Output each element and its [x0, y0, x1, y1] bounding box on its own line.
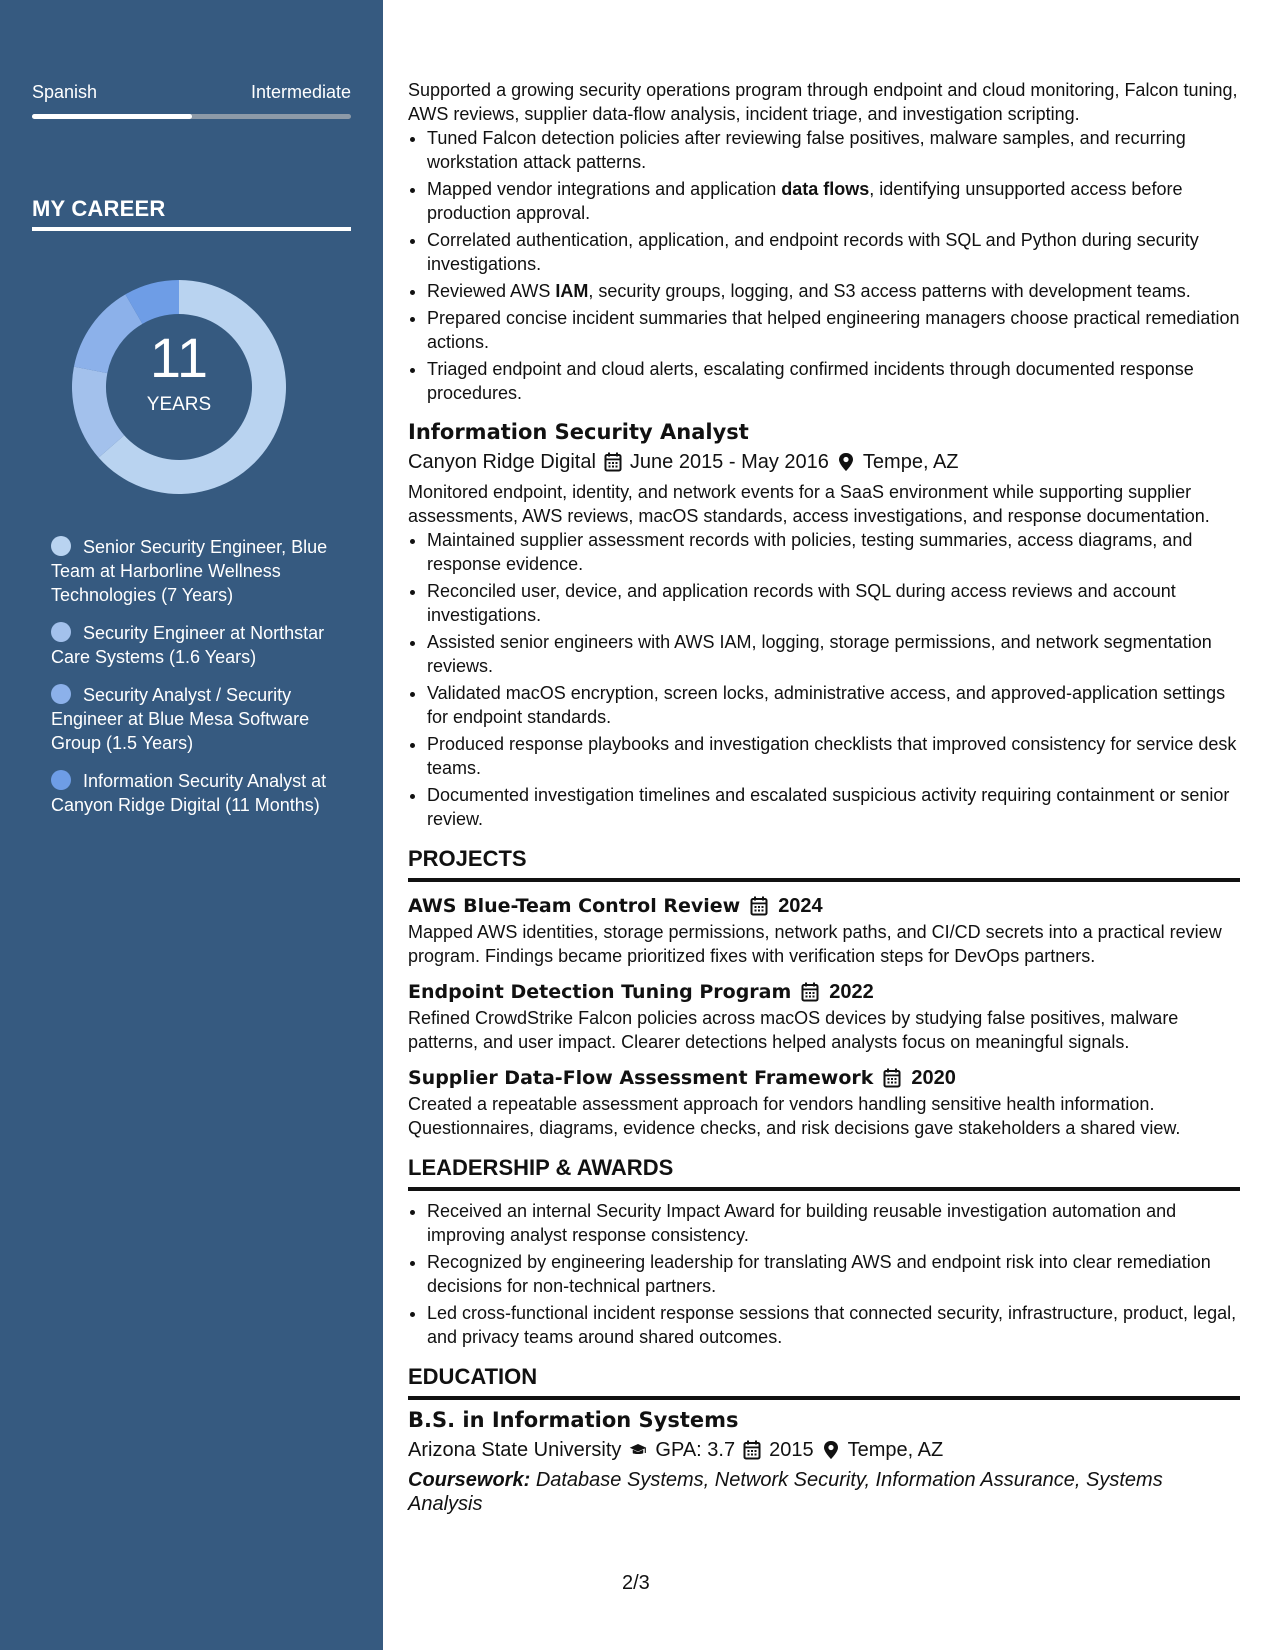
- graduation-cap-icon: [629, 1440, 647, 1460]
- career-legend-item: [51, 683, 336, 755]
- career-legend-item: [51, 769, 336, 817]
- bold-term: data flows: [781, 179, 870, 199]
- project-title: AWS Blue-Team Control Review: [408, 895, 741, 917]
- project-title-row: [408, 892, 1240, 920]
- language-name: Spanish: [32, 82, 98, 102]
- job-summary: Monitored endpoint, identity, and network events for a SaaS environment while supporting supplier assessments, AWS reviews, macOS standards, access investigations, and response documentation.: [408, 482, 1210, 526]
- job-summary: Supported a growing security operations program through endpoint and cloud monitoring, Falcon tuning, AWS reviews, supplier data-flow analysis, incident triage, and investigation scripting.: [408, 80, 1238, 124]
- page-number: 2/3: [622, 1572, 650, 1594]
- project-title-row: [408, 1064, 1240, 1092]
- calendar-icon: [750, 896, 768, 916]
- job-bullet: • Produced response playbooks and investigation checklists that improved consistency for service desk teams.: [427, 732, 1240, 780]
- company-name: Canyon Ridge Digital: [408, 451, 596, 473]
- career-legend: [51, 535, 336, 831]
- gpa: GPA: 3.7: [655, 1439, 736, 1461]
- career-item-text: Senior Security Engineer, Blue Team at Harborline Wellness Technologies (7 Years): [51, 537, 328, 605]
- education-heading: EDUCATION: [408, 1363, 1240, 1400]
- job-location: Tempe, AZ: [862, 451, 959, 473]
- language-level-bar: [32, 114, 351, 119]
- job-bullet: • Tuned Falcon detection policies after reviewing false positives, malware samples, and recurring workstation attack patterns.: [427, 126, 1240, 174]
- degree-title: B.S. in Information Systems: [408, 1408, 739, 1432]
- job-bullet: • Correlated authentication, application, and endpoint records with SQL and Python during security investigations.: [427, 228, 1240, 276]
- project-title: Supplier Data-Flow Assessment Framework: [408, 1067, 874, 1089]
- project-description: Created a repeatable assessment approach for vendors handling sensitive health information. Questionnaires, diagrams, evidence checks, and risk decisions gave stakeholders a shared view.: [408, 1094, 1181, 1138]
- career-legend-item: [51, 621, 336, 669]
- location-pin-icon: [822, 1440, 840, 1460]
- career-item-text: Security Engineer at Northstar Care Systems (1.6 Years): [51, 623, 325, 667]
- job-bullet: • Documented investigation timelines and escalated suspicious activity requiring containment or senior review.: [427, 783, 1240, 831]
- job-bullet: • Mapped vendor integrations and application data flows, identifying unsupported access before production approval.: [427, 177, 1240, 225]
- calendar-icon: [801, 982, 819, 1002]
- career-heading-rule: [32, 227, 351, 231]
- language-level-fill: [32, 114, 192, 119]
- job-bullet: • Prepared concise incident summaries that helped engineering managers choose practical remediation actions.: [427, 306, 1240, 354]
- location-pin-icon: [837, 452, 855, 472]
- job-bullet: • Assisted senior engineers with AWS IAM, logging, storage permissions, and network segmentation reviews.: [427, 630, 1240, 678]
- job-bullet: • Validated macOS encryption, screen locks, administrative access, and approved-application settings for endpoint standards.: [427, 681, 1240, 729]
- coursework: [408, 1468, 1240, 1516]
- career-heading: MY CAREER: [32, 196, 166, 221]
- calendar-icon: [604, 452, 622, 472]
- career-legend-item: [51, 535, 336, 607]
- calendar-icon: [743, 1440, 761, 1460]
- project-title: Endpoint Detection Tuning Program: [408, 981, 792, 1003]
- legend-dot: [51, 684, 71, 704]
- job-bullet: • Reconciled user, device, and application records with SQL during access reviews and account investigations.: [427, 579, 1240, 627]
- sidebar: [0, 0, 383, 1650]
- main-content: [408, 78, 1240, 1516]
- school-name: Arizona State University: [408, 1439, 622, 1461]
- job-meta: [408, 448, 1240, 476]
- job-dates: June 2015 - May 2016: [629, 451, 829, 473]
- legend-dot: [51, 622, 71, 642]
- total-years-label: YEARS: [146, 394, 212, 415]
- project-description: Refined CrowdStrike Falcon policies across macOS devices by studying false positives, malware patterns, and user impact. Clearer detections helped analysts focus on meaningful signals.: [408, 1008, 1179, 1052]
- job-bullets: [408, 528, 1240, 831]
- leadership-item: • Led cross-functional incident response sessions that connected security, infrastructure, product, legal, and privacy teams around shared outcomes.: [427, 1301, 1240, 1349]
- job-bullet: • Triaged endpoint and cloud alerts, escalating confirmed incidents through documented response procedures.: [427, 357, 1240, 405]
- project-title-row: [408, 978, 1240, 1006]
- total-years-number: 11: [149, 326, 209, 389]
- education-meta: [408, 1436, 1240, 1464]
- job-bullets: [408, 126, 1240, 405]
- calendar-icon: [883, 1068, 901, 1088]
- job-bullet: • Maintained supplier assessment records with policies, testing summaries, access diagrams, and response evidence.: [427, 528, 1240, 576]
- coursework-label: Coursework:: [408, 1469, 531, 1491]
- graduation-year: 2015: [769, 1439, 814, 1461]
- job-title: Information Security Analyst: [408, 420, 749, 444]
- job-bullet: • Reviewed AWS IAM, security groups, logging, and S3 access patterns with development teams.: [427, 279, 1240, 303]
- project-year: 2020: [911, 1067, 956, 1089]
- leadership-item: • Recognized by engineering leadership for translating AWS and endpoint risk into clear remediation decisions for non-technical partners.: [427, 1250, 1240, 1298]
- project-description: Mapped AWS identities, storage permissions, network paths, and CI/CD secrets into a practical review program. Findings became prioritized fixes with verification steps for DevOps partners.: [408, 922, 1222, 966]
- legend-dot: [51, 770, 71, 790]
- project-year: 2024: [778, 895, 823, 917]
- leadership-item: • Received an internal Security Impact Award for building reusable investigation automation and improving analyst response consistency.: [427, 1199, 1240, 1247]
- career-donut-chart: [66, 274, 292, 500]
- project-year: 2022: [829, 981, 874, 1003]
- language-level: Intermediate: [250, 82, 351, 102]
- career-item-text: Information Security Analyst at Canyon Ridge Digital (11 Months): [51, 771, 327, 815]
- career-item-text: Security Analyst / Security Engineer at Blue Mesa Software Group (1.5 Years): [51, 685, 310, 753]
- leadership-heading: LEADERSHIP & AWARDS: [408, 1154, 1240, 1191]
- projects-heading: PROJECTS: [408, 845, 1240, 882]
- legend-dot: [51, 536, 71, 556]
- language-row: [32, 82, 351, 103]
- leadership-list: [408, 1199, 1240, 1349]
- donut-segment-2: [74, 294, 142, 373]
- bold-term: IAM: [555, 281, 589, 301]
- coursework-list: Database Systems, Network Security, Information Assurance, Systems Analysis: [408, 1469, 1163, 1515]
- education-location: Tempe, AZ: [847, 1439, 944, 1461]
